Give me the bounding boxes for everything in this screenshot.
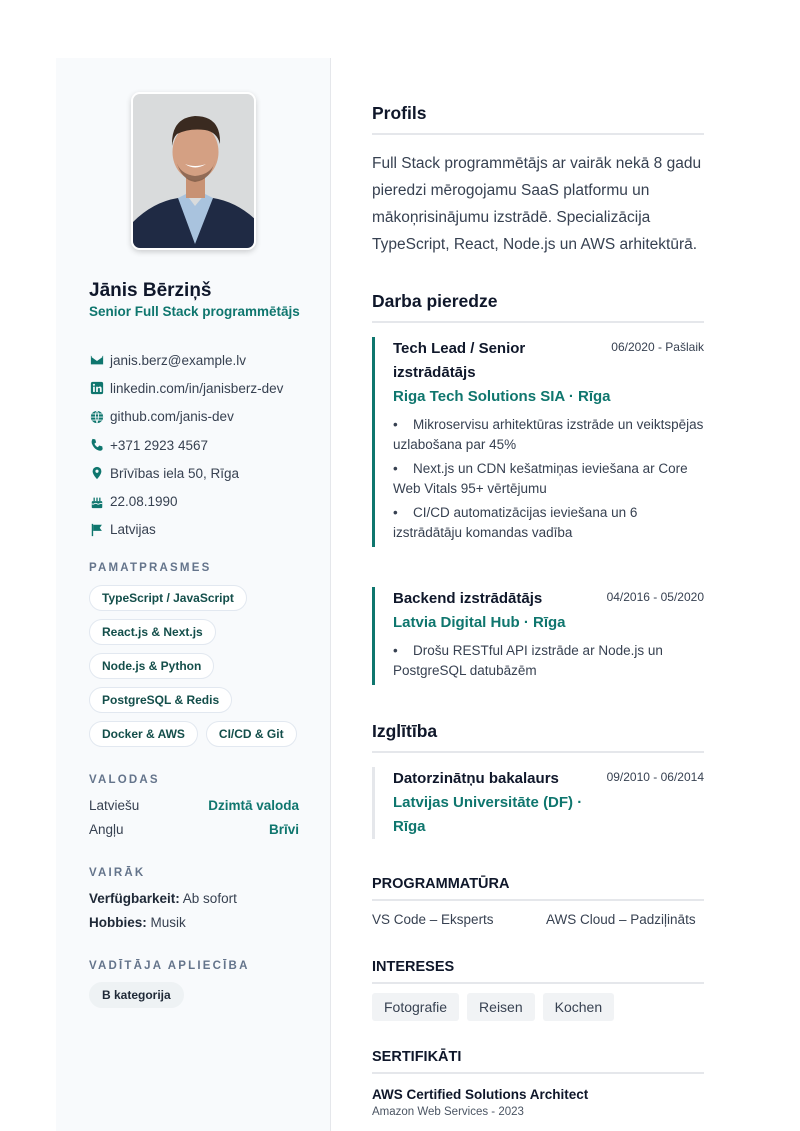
language-row — [89, 822, 299, 837]
more-availability — [89, 891, 237, 906]
profile-heading: Profils — [372, 103, 704, 135]
language-row — [89, 798, 299, 813]
license-list — [89, 982, 319, 1008]
job-bullet-text: Drošu RESTful API izstrāde ar Node.js un PostgreSQL datubāzēm — [393, 643, 663, 678]
contact-address-text: Brīvības iela 50, Rīga — [110, 465, 240, 481]
education-school: Latvijas Universitāte (DF) · Rīga — [393, 794, 583, 835]
more-value: Ab sofort — [182, 891, 237, 906]
job-bullet: • Drošu RESTful API izstrāde ar Node.js un PostgreSQL datubāzēm — [393, 643, 663, 678]
skill-chip: CI/CD & Git — [206, 721, 297, 747]
contact-github[interactable] — [89, 403, 283, 431]
contact-nationality — [89, 516, 283, 544]
phone-icon — [89, 438, 104, 453]
envelope-icon — [89, 353, 104, 368]
more-hobbies — [89, 915, 186, 930]
contact-phone[interactable] — [89, 431, 283, 459]
contact-birthdate-text: 22.08.1990 — [110, 494, 178, 510]
job-entry — [372, 587, 704, 685]
license-heading: VADĪTĀJA APLIECĪBA — [89, 960, 250, 972]
flag-icon — [89, 522, 104, 537]
job-company: Riga Tech Solutions SIA · Rīga — [393, 388, 611, 405]
job-bullet-text: Mikroservisu arhitektūras izstrāde un veiktspējas uzlabošana par 45% — [393, 417, 704, 452]
skill-chip: Docker & AWS — [89, 721, 198, 747]
profile-photo — [131, 92, 256, 250]
job-bullet: • Next.js un CDN kešatmiņas ieviešana ar Core Web Vitals 95+ vērtējumu — [393, 461, 688, 496]
skills-heading: PAMATPRASMES — [89, 562, 212, 574]
contact-phone-text: +371 2923 4567 — [110, 437, 208, 453]
contact-birthdate — [89, 487, 283, 515]
contact-address — [89, 459, 283, 487]
job-date: 04/2016 - 05/2020 — [606, 590, 704, 604]
education-date: 09/2010 - 06/2014 — [606, 770, 704, 784]
more-label: Hobbies: — [89, 915, 147, 930]
contact-github-text: github.com/janis-dev — [110, 409, 234, 425]
education-entry — [372, 767, 704, 839]
profile-text: Full Stack programmētājs ar vairāk nekā 8 gadu pieredzi mērogojamu SaaS platformu un mākoņrisinājumu izstrādē. Specializācija TypeScript, React, Node.js un AWS arhitektūrā. — [372, 155, 702, 253]
interest-tag: Reisen — [467, 993, 535, 1021]
contact-list — [89, 346, 283, 544]
birthday-cake-icon — [89, 494, 104, 509]
job-title: Backend izstrādātājs — [393, 590, 543, 607]
more-label: Verfügbarkeit: — [89, 891, 180, 906]
interest-tag: Fotografie — [372, 993, 459, 1021]
skill-chip: TypeScript / JavaScript — [89, 585, 247, 611]
job-bullet-text: CI/CD automatizācijas ieviešana un 6 izstrādātāju komandas vadība — [393, 505, 638, 540]
more-heading: VAIRĀK — [89, 867, 146, 879]
skill-chip: Node.js & Python — [89, 653, 214, 679]
person-portrait-icon — [133, 94, 256, 250]
job-role: Senior Full Stack programmētājs — [89, 304, 300, 319]
contact-email-text: janis.berz@example.lv — [110, 352, 247, 368]
certificates-heading: SERTIFIKĀTI — [372, 1049, 704, 1074]
globe-icon — [89, 409, 104, 424]
sidebar — [56, 58, 331, 1131]
interests-list — [372, 993, 614, 1021]
experience-heading: Darba pieredze — [372, 291, 704, 323]
language-level: Dzimtā valoda — [208, 798, 299, 813]
software-heading: PROGRAMMATŪRA — [372, 876, 704, 901]
linkedin-icon — [89, 381, 104, 396]
more-value: Musik — [150, 915, 186, 930]
person-name: Jānis Bērziņš — [89, 280, 212, 301]
skill-chip: PostgreSQL & Redis — [89, 687, 232, 713]
job-entry — [372, 337, 704, 547]
map-pin-icon — [89, 466, 104, 481]
contact-linkedin[interactable] — [89, 374, 283, 402]
skills-list — [89, 585, 319, 747]
certificate-issuer: Amazon Web Services - 2023 — [372, 1106, 524, 1118]
job-bullet: • CI/CD automatizācijas ieviešana un 6 izstrādātāju komandas vadība — [393, 505, 638, 540]
language-level: Brīvi — [268, 822, 299, 837]
license-chip: B kategorija — [89, 982, 184, 1008]
education-title: Datorzinātņu bakalaurs — [393, 770, 559, 787]
job-title: Tech Lead / Senior izstrādātājs — [393, 340, 526, 381]
interest-tag: Kochen — [543, 993, 614, 1021]
education-heading: Izglītība — [372, 721, 704, 753]
languages-heading: VALODAS — [89, 774, 160, 786]
job-company: Latvia Digital Hub · Rīga — [393, 614, 566, 631]
language-name: Angļu — [89, 822, 124, 837]
job-date: 06/2020 - Pašlaik — [611, 340, 704, 354]
interests-heading: INTERESES — [372, 959, 704, 984]
software-item: VS Code – Eksperts — [372, 912, 494, 927]
software-item: AWS Cloud – Padziļināts — [546, 912, 696, 927]
skill-chip: React.js & Next.js — [89, 619, 216, 645]
contact-nationality-text: Latvijas — [110, 522, 156, 538]
language-name: Latviešu — [89, 798, 140, 813]
contact-email[interactable] — [89, 346, 283, 374]
certificate-name: AWS Certified Solutions Architect — [372, 1087, 589, 1102]
contact-linkedin-text: linkedin.com/in/janisberz-dev — [110, 380, 284, 396]
job-bullet: • Mikroservisu arhitektūras izstrāde un veiktspējas uzlabošana par 45% — [393, 417, 704, 452]
job-bullet-text: Next.js un CDN kešatmiņas ieviešana ar Core Web Vitals 95+ vērtējumu — [393, 461, 688, 496]
